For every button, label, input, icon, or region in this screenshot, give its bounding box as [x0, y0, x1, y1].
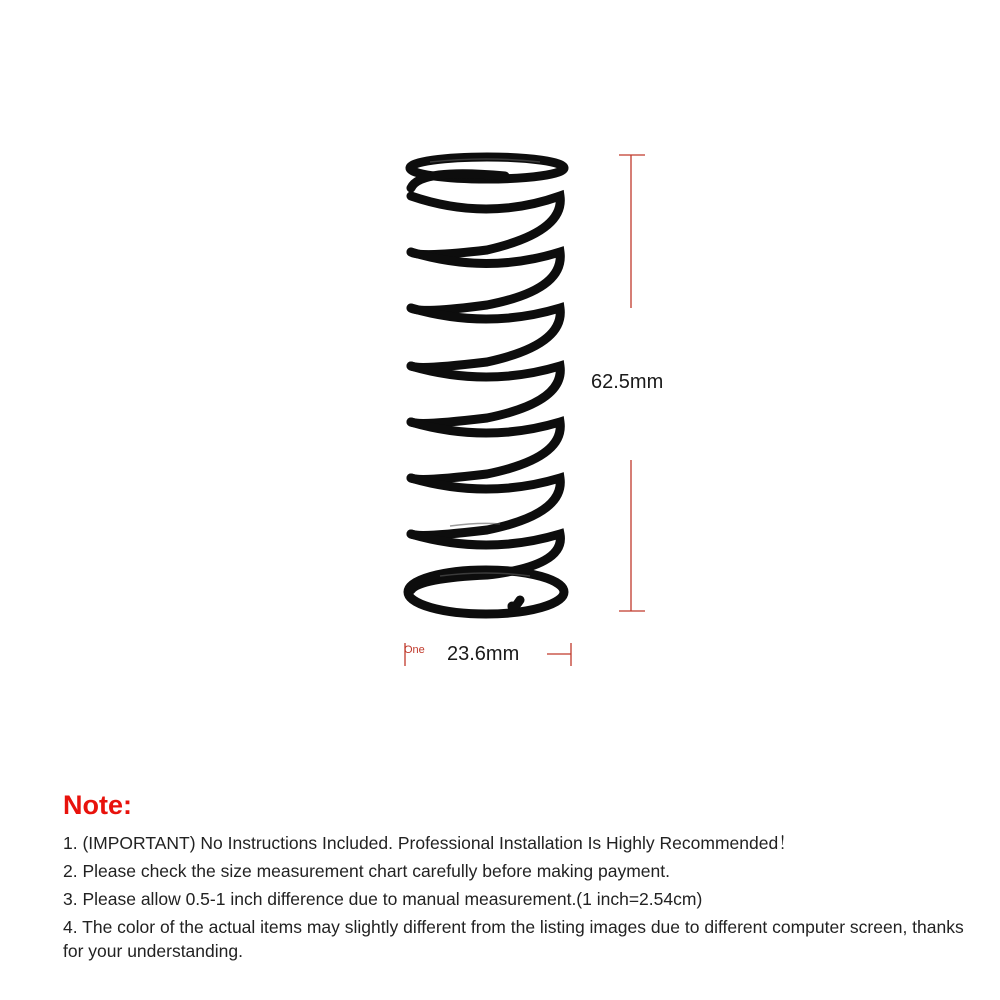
spring-coil [411, 366, 560, 423]
spring-coil [411, 196, 560, 255]
height-measurement-label: 62.5mm [591, 371, 664, 393]
spring-coil [411, 422, 560, 479]
spring-coil [411, 308, 560, 367]
note-item: 4. The color of the actual items may slightly different from the listing images due to different computer screen, thanks for your understanding. [63, 917, 964, 961]
spring-coil [411, 252, 560, 310]
note-item: 1. (IMPORTANT) No Instructions Included. Professional Installation Is Highly Recommended！ [63, 833, 796, 853]
note-list [63, 831, 973, 963]
spring-coil [411, 534, 560, 590]
width-measurement-label: 23.6mm [447, 643, 520, 665]
note-title: Note: [63, 790, 132, 820]
note-item: 3. Please allow 0.5-1 inch difference due to manual measurement.(1 inch=2.54cm) [63, 889, 703, 909]
note-section [63, 790, 973, 967]
spring-image [408, 157, 564, 614]
width-measurement-prefix: One [404, 644, 425, 656]
note-item: 2. Please check the size measurement chart carefully before making payment. [63, 861, 670, 881]
spring-coil-end [512, 600, 520, 608]
spring-coil [411, 478, 560, 535]
